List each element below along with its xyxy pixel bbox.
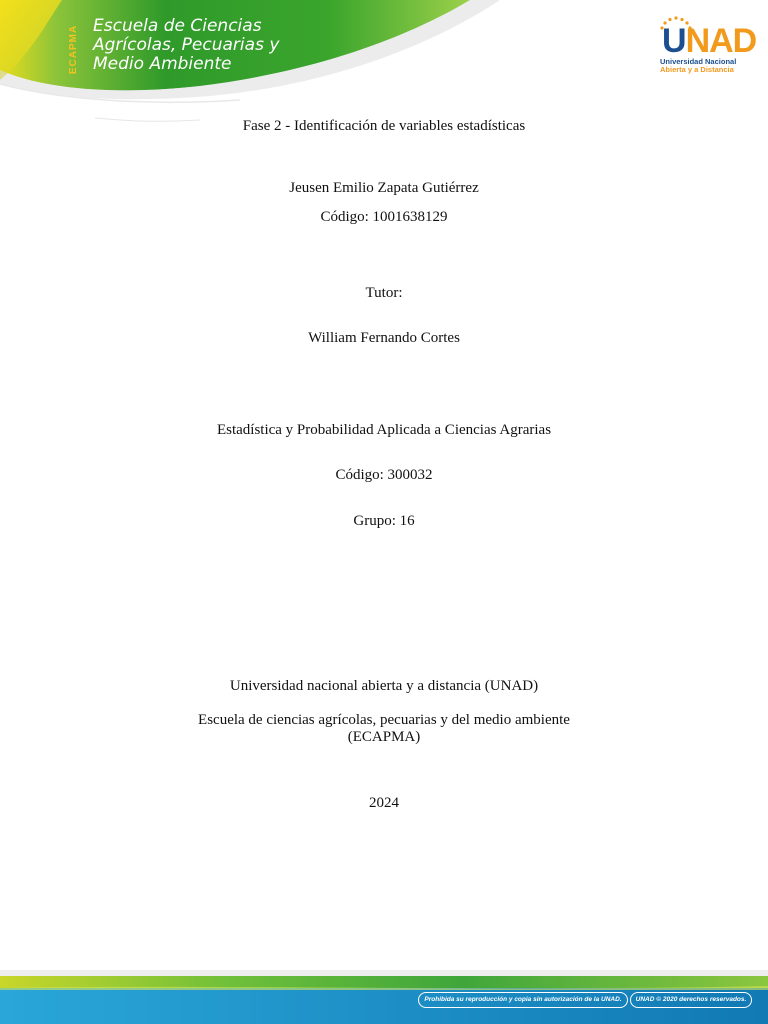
document-title: Fase 2 - Identificación de variables estadísticas: [242, 118, 526, 134]
group-number: Grupo: 16: [353, 513, 415, 529]
unad-logo: [658, 16, 757, 80]
footer-copyright: UNAD © 2020 derechos reservados.: [630, 992, 752, 1008]
logo-wordmark: UNAD: [662, 22, 757, 60]
course-name: Estadística y Probabilidad Aplicada a Ciencias Agrarias: [216, 422, 552, 438]
author-name: Jeusen Emilio Zapata Gutiérrez: [289, 180, 479, 196]
author-code: Código: 1001638129: [320, 209, 448, 225]
university-name: Universidad nacional abierta y a distancia (UNAD): [229, 678, 539, 694]
school-name-line2: (ECAPMA): [347, 729, 421, 745]
header-banner: [0, 0, 768, 125]
school-title-line: Escuela de Ciencias: [93, 16, 262, 36]
school-name-line1: Escuela de ciencias agrícolas, pecuarias y del medio ambiente: [198, 712, 570, 728]
footer-notice: Prohibida su reproducción y copia sin autorización de la UNAD.: [418, 992, 628, 1008]
tutor-name: William Fernando Cortes: [308, 330, 460, 346]
footer-banner: [0, 970, 768, 1024]
course-code: Código: 300032: [335, 467, 433, 483]
year: 2024: [369, 795, 399, 811]
school-title-line: Agrícolas, Pecuarias y: [93, 35, 280, 55]
school-title-line: Medio Ambiente: [93, 54, 232, 74]
tutor-label: Tutor:: [365, 285, 403, 301]
logo-subtitle: Universidad Nacional Abierta y a Distancia: [660, 57, 737, 74]
ecapma-vertical-label: ECAPMA: [68, 24, 80, 74]
school-title: [93, 17, 279, 74]
